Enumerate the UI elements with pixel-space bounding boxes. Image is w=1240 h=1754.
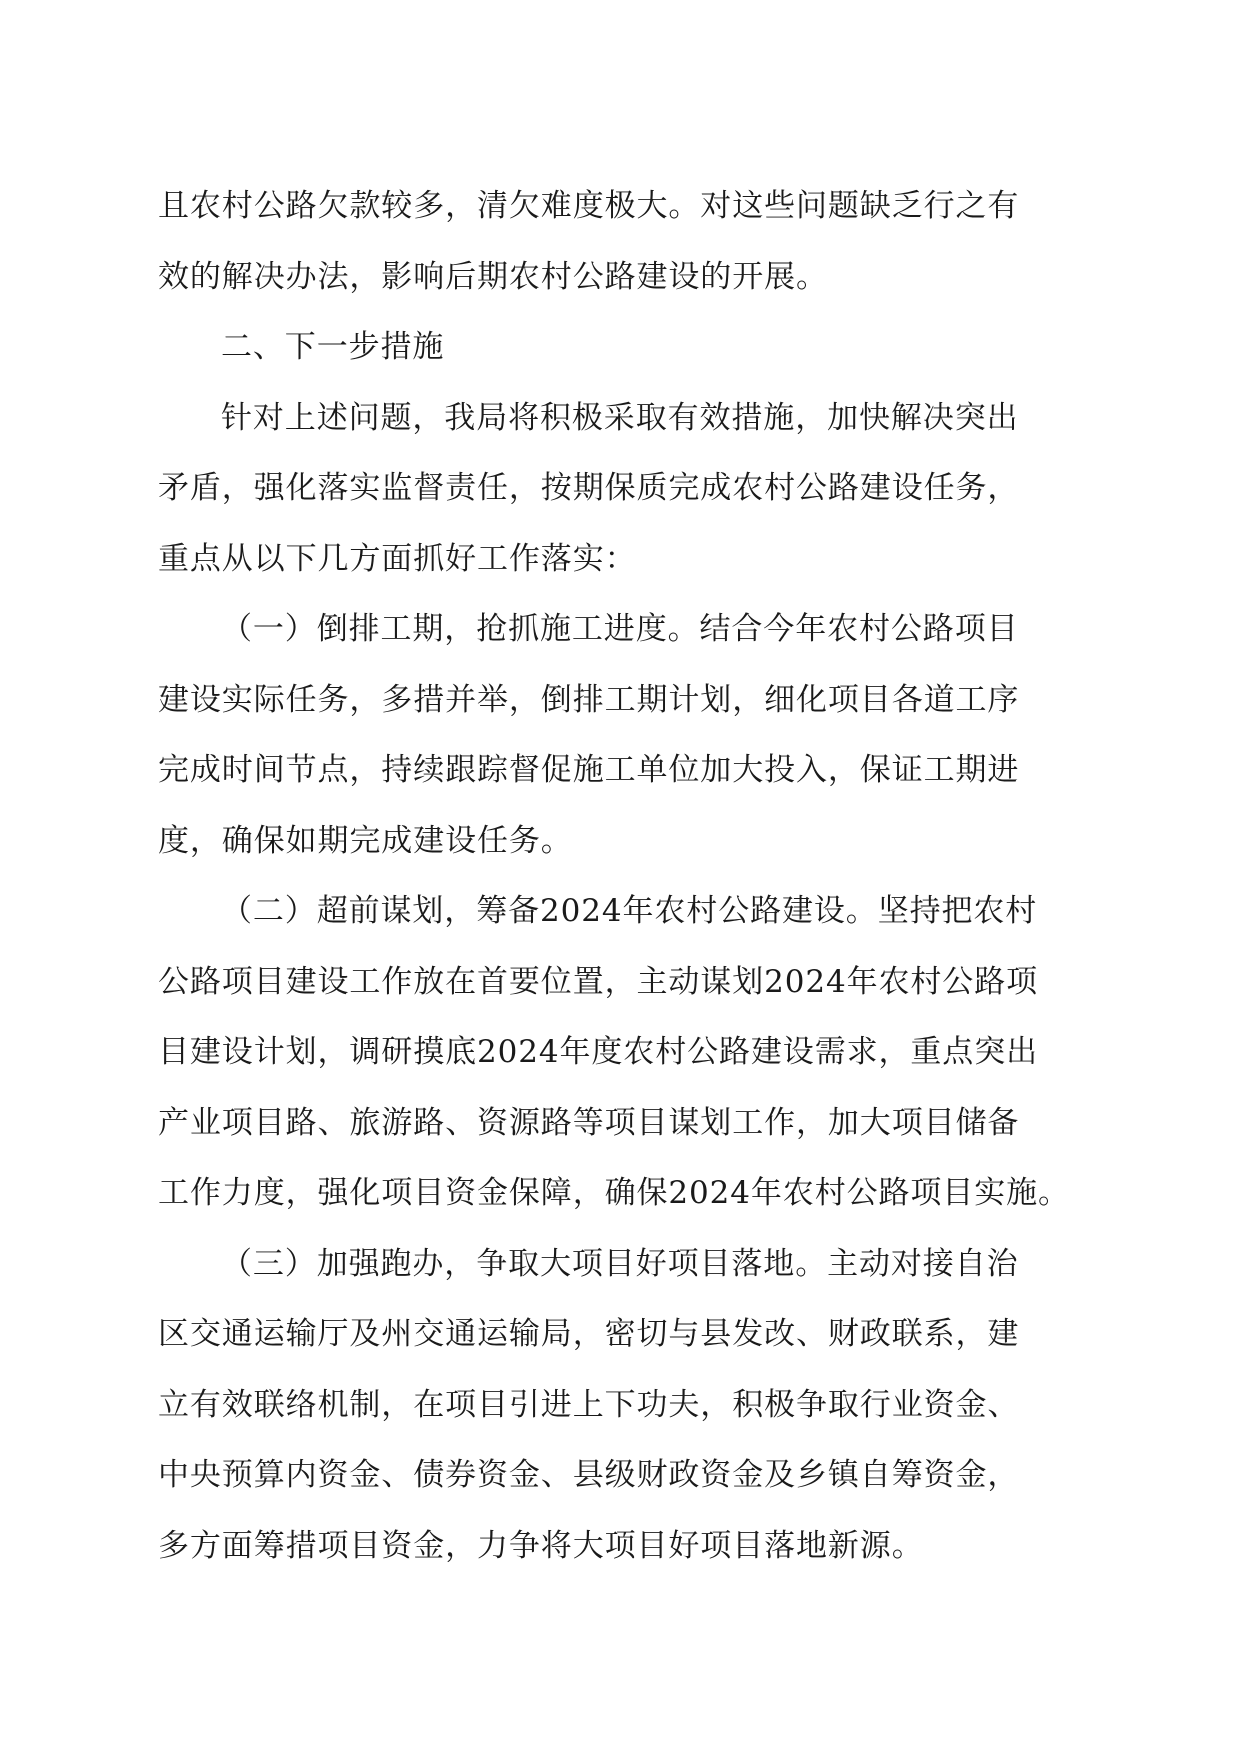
body-line: 目建设计划，调研摸底2024年度农村公路建设需求，重点突出 [158,1034,1038,1070]
paragraph-first-line: 针对上述问题，我局将积极采取有效措施，加快解决突出 [221,399,1019,436]
body-line: 且农村公路欠款较多，清欠难度极大。对这些问题缺乏行之有 [158,188,1020,224]
body-line: 工作力度，强化项目资金保障，确保2024年农村公路项目实施。 [158,1175,1070,1211]
body-line: 矛盾，强化落实监督责任，按期保质完成农村公路建设任务， [158,470,1020,506]
body-line: 立有效联络机制，在项目引进上下功夫，积极争取行业资金、 [158,1386,1020,1423]
body-line: 产业项目路、旅游路、资源路等项目谋划工作，加大项目储备 [158,1104,1020,1141]
body-line: 效的解决办法，影响后期农村公路建设的开展。 [158,258,828,295]
body-line: 多方面筹措项目资金，力争将大项目好项目落地新源。 [158,1527,924,1564]
body-line: 重点从以下几方面抓好工作落实： [158,540,637,577]
document-body [158,186,1088,1596]
body-line: 建设实际任务，多措并举，倒排工期计划，细化项目各道工序 [158,681,1020,718]
paragraph-first-line: （一）倒排工期，抢抓施工进度。结合今年农村公路项目 [221,611,1019,647]
body-line: 完成时间节点，持续跟踪督促施工单位加大投入，保证工期进 [158,752,1020,788]
body-line: 度，确保如期完成建设任务。 [158,822,573,859]
body-line: 公路项目建设工作放在首要位置，主动谋划2024年农村公路项 [158,963,1038,1000]
paragraph-first-line: （三）加强跑办，争取大项目好项目落地。主动对接自治 [221,1245,1019,1282]
body-line: 中央预算内资金、债券资金、县级财政资金及乡镇自筹资金， [158,1457,1020,1493]
section-heading: 二、下一步措施 [221,329,445,365]
paragraph-first-line: （二）超前谋划，筹备2024年农村公路建设。坚持把农村 [221,893,1038,929]
body-line: 区交通运输厅及州交通运输局，密切与县发改、财政联系，建 [158,1316,1020,1352]
